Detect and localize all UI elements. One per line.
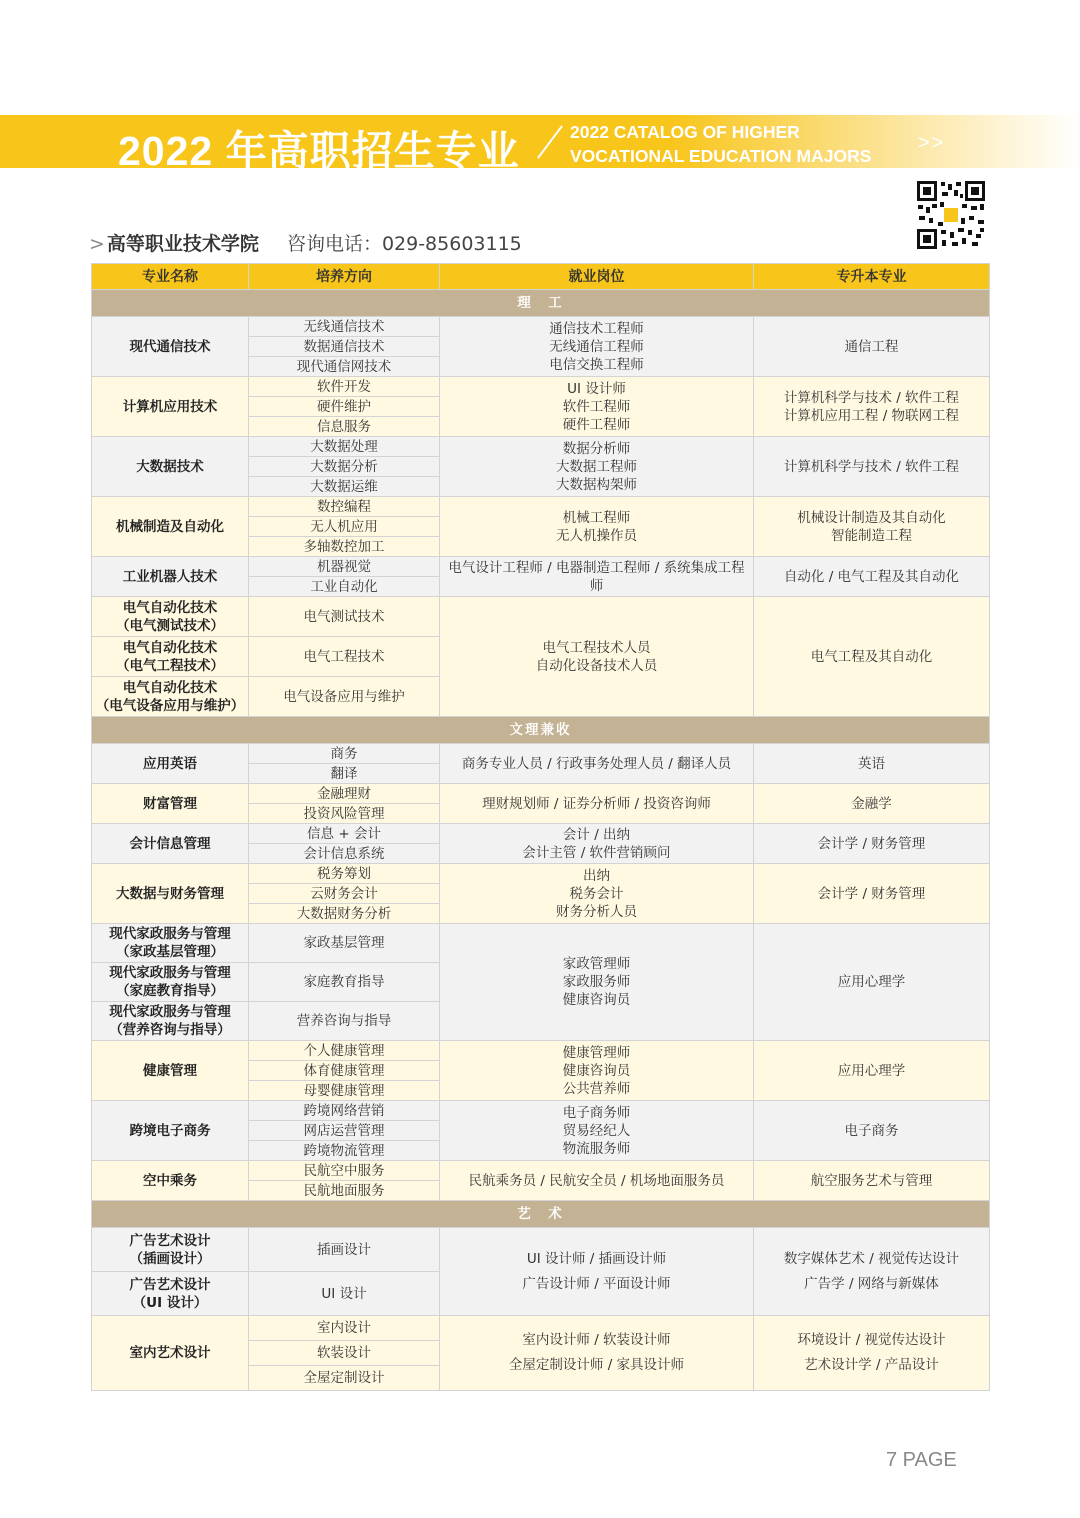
direction: 民航空中服务 xyxy=(249,1161,440,1181)
header-upgrade: 专升本专业 xyxy=(754,264,990,290)
direction: UI 设计 xyxy=(249,1272,440,1316)
upgrade-major: 航空服务艺术与管理 xyxy=(754,1161,990,1201)
upgrade-major: 英语 xyxy=(754,744,990,784)
direction: 营养咨询与指导 xyxy=(249,1002,440,1041)
table-row xyxy=(92,557,990,577)
jobs: UI 设计师 / 插画设计师 广告设计师 / 平面设计师 xyxy=(440,1228,754,1316)
table-row xyxy=(92,597,990,637)
direction: 税务筹划 xyxy=(249,864,440,884)
table-row xyxy=(92,1101,990,1121)
direction: 金融理财 xyxy=(249,784,440,804)
english-subtitle xyxy=(570,120,871,168)
direction: 体育健康管理 xyxy=(249,1061,440,1081)
direction: 室内设计 xyxy=(249,1316,440,1341)
direction: 无人机应用 xyxy=(249,517,440,537)
header-direction: 培养方向 xyxy=(249,264,440,290)
major-name: 应用英语 xyxy=(92,744,249,784)
category-row xyxy=(92,290,990,317)
chevron-right-icon: > xyxy=(89,233,105,255)
direction: 会计信息系统 xyxy=(249,844,440,864)
direction: 现代通信网技术 xyxy=(249,357,440,377)
category-label: 理 工 xyxy=(92,290,990,317)
table-row xyxy=(92,437,990,457)
upgrade-major: 计算机科学与技术 / 软件工程 xyxy=(754,437,990,497)
jobs: 室内设计师 / 软装设计师 全屋定制设计师 / 家具设计师 xyxy=(440,1316,754,1391)
direction: 家政基层管理 xyxy=(249,924,440,963)
double-chevron-icon: >> xyxy=(918,132,946,154)
direction: 民航地面服务 xyxy=(249,1181,440,1201)
major-name: 空中乘务 xyxy=(92,1161,249,1201)
major-name: 大数据技术 xyxy=(92,437,249,497)
major-name: 室内艺术设计 xyxy=(92,1316,249,1391)
direction: 母婴健康管理 xyxy=(249,1081,440,1101)
upgrade-major: 电子商务 xyxy=(754,1101,990,1161)
direction: 插画设计 xyxy=(249,1228,440,1272)
consult-phone: 咨询电话：029-85603115 xyxy=(286,233,522,255)
direction: 数据通信技术 xyxy=(249,337,440,357)
upgrade-major: 会计学 / 财务管理 xyxy=(754,824,990,864)
major-name: 会计信息管理 xyxy=(92,824,249,864)
jobs: 机械工程师 无人机操作员 xyxy=(440,497,754,557)
direction: 信息服务 xyxy=(249,417,440,437)
direction: 大数据处理 xyxy=(249,437,440,457)
direction: 信息 + 会计 xyxy=(249,824,440,844)
upgrade-major: 计算机科学与技术 / 软件工程 计算机应用工程 / 物联网工程 xyxy=(754,377,990,437)
upgrade-major: 数字媒体艺术 / 视觉传达设计 广告学 / 网络与新媒体 xyxy=(754,1228,990,1316)
direction: 电气测试技术 xyxy=(249,597,440,637)
direction: 跨境网络营销 xyxy=(249,1101,440,1121)
direction: 软件开发 xyxy=(249,377,440,397)
english-subtitle-line2: VOCATIONAL EDUCATION MAJORS xyxy=(570,146,872,166)
upgrade-major: 应用心理学 xyxy=(754,1041,990,1101)
major-name: 现代家政服务与管理 （家政基层管理） xyxy=(92,924,249,963)
major-name: 现代家政服务与管理 （家庭教育指导） xyxy=(92,963,249,1002)
direction: 个人健康管理 xyxy=(249,1041,440,1061)
category-label: 文理兼收 xyxy=(92,717,990,744)
jobs: 电气设计工程师 / 电器制造工程师 / 系统集成工程师 xyxy=(440,557,754,597)
major-name: 大数据与财务管理 xyxy=(92,864,249,924)
upgrade-major: 应用心理学 xyxy=(754,924,990,1041)
major-name: 现代家政服务与管理 （营养咨询与指导） xyxy=(92,1002,249,1041)
major-name: 财富管理 xyxy=(92,784,249,824)
category-row xyxy=(92,1201,990,1228)
direction: 硬件维护 xyxy=(249,397,440,417)
qr-code-icon xyxy=(916,180,986,250)
direction: 数控编程 xyxy=(249,497,440,517)
header-major: 专业名称 xyxy=(92,264,249,290)
table-row xyxy=(92,924,990,963)
major-name: 电气自动化技术 （电气设备应用与维护） xyxy=(92,677,249,717)
upgrade-major: 会计学 / 财务管理 xyxy=(754,864,990,924)
direction: 商务 xyxy=(249,744,440,764)
jobs: 会计 / 出纳 会计主管 / 软件营销顾问 xyxy=(440,824,754,864)
category-label: 艺 术 xyxy=(92,1201,990,1228)
major-name: 电气自动化技术 （电气测试技术） xyxy=(92,597,249,637)
upgrade-major: 机械设计制造及其自动化 智能制造工程 xyxy=(754,497,990,557)
jobs: 电子商务师 贸易经纪人 物流服务师 xyxy=(440,1101,754,1161)
table-row xyxy=(92,824,990,844)
direction: 工业自动化 xyxy=(249,577,440,597)
college-name: 高等职业技术学院 xyxy=(106,233,259,255)
jobs: 商务专业人员 / 行政事务处理人员 / 翻译人员 xyxy=(440,744,754,784)
major-name: 广告艺术设计 （UI 设计） xyxy=(92,1272,249,1316)
college-heading xyxy=(89,229,522,256)
page-number: 7 PAGE xyxy=(886,1449,957,1471)
table-row xyxy=(92,744,990,764)
table-row xyxy=(92,497,990,517)
direction: 家庭教育指导 xyxy=(249,963,440,1002)
majors-table xyxy=(91,263,990,1391)
upgrade-major: 环境设计 / 视觉传达设计 艺术设计学 / 产品设计 xyxy=(754,1316,990,1391)
direction: 机器视觉 xyxy=(249,557,440,577)
table-row xyxy=(92,1041,990,1061)
direction: 软装设计 xyxy=(249,1341,440,1366)
category-row xyxy=(92,717,990,744)
major-name: 现代通信技术 xyxy=(92,317,249,377)
direction: 跨境物流管理 xyxy=(249,1141,440,1161)
slash-divider xyxy=(532,122,572,162)
jobs: 健康管理师 健康咨询员 公共营养师 xyxy=(440,1041,754,1101)
direction: 全屋定制设计 xyxy=(249,1366,440,1391)
english-subtitle-line1: 2022 CATALOG OF HIGHER xyxy=(570,122,800,142)
direction: 大数据运维 xyxy=(249,477,440,497)
table-row xyxy=(92,1228,990,1272)
direction: 电气设备应用与维护 xyxy=(249,677,440,717)
direction: 云财务会计 xyxy=(249,884,440,904)
table-row xyxy=(92,864,990,884)
table-row xyxy=(92,317,990,337)
major-name: 工业机器人技术 xyxy=(92,557,249,597)
upgrade-major: 电气工程及其自动化 xyxy=(754,597,990,717)
page-title: 2022 年高职招生专业 xyxy=(118,128,520,174)
jobs: 通信技术工程师 无线通信工程师 电信交换工程师 xyxy=(440,317,754,377)
jobs: UI 设计师 软件工程师 硬件工程师 xyxy=(440,377,754,437)
major-name: 电气自动化技术 （电气工程技术） xyxy=(92,637,249,677)
direction: 翻译 xyxy=(249,764,440,784)
table-row xyxy=(92,1161,990,1181)
major-name: 机械制造及自动化 xyxy=(92,497,249,557)
major-name: 健康管理 xyxy=(92,1041,249,1101)
major-name: 跨境电子商务 xyxy=(92,1101,249,1161)
major-name: 广告艺术设计 （插画设计） xyxy=(92,1228,249,1272)
direction: 投资风险管理 xyxy=(249,804,440,824)
table-row xyxy=(92,1316,990,1341)
table-row xyxy=(92,784,990,804)
major-name: 计算机应用技术 xyxy=(92,377,249,437)
direction: 大数据分析 xyxy=(249,457,440,477)
table-header xyxy=(92,264,990,290)
upgrade-major: 自动化 / 电气工程及其自动化 xyxy=(754,557,990,597)
jobs: 数据分析师 大数据工程师 大数据构架师 xyxy=(440,437,754,497)
jobs: 理财规划师 / 证券分析师 / 投资咨询师 xyxy=(440,784,754,824)
jobs: 电气工程技术人员 自动化设备技术人员 xyxy=(440,597,754,717)
upgrade-major: 金融学 xyxy=(754,784,990,824)
direction: 无线通信技术 xyxy=(249,317,440,337)
upgrade-major: 通信工程 xyxy=(754,317,990,377)
jobs: 家政管理师 家政服务师 健康咨询员 xyxy=(440,924,754,1041)
direction: 多轴数控加工 xyxy=(249,537,440,557)
direction: 网店运营管理 xyxy=(249,1121,440,1141)
direction: 大数据财务分析 xyxy=(249,904,440,924)
header-jobs: 就业岗位 xyxy=(440,264,754,290)
table-row xyxy=(92,377,990,397)
direction: 电气工程技术 xyxy=(249,637,440,677)
jobs: 民航乘务员 / 民航安全员 / 机场地面服务员 xyxy=(440,1161,754,1201)
jobs: 出纳 税务会计 财务分析人员 xyxy=(440,864,754,924)
